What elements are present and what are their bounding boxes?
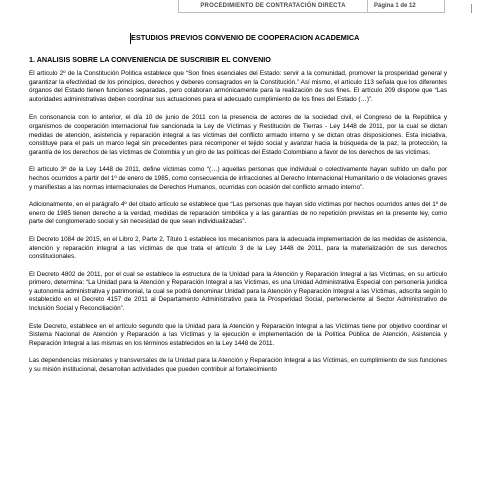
document-title: ESTUDIOS PREVIOS CONVENIO DE COOPERACION ACADEMICA bbox=[131, 33, 360, 42]
paragraph: El artículo 2º de la Constitución Política establece que “Son fines esenciales del Estado: servir a la comunidad, promover la prosperidad general y garantizar la efectividad de los principios, derechos y deberes consagrados en la Constitución.” Así mismo, el artículo 113 señala que los diferentes órganos del Estado tienen funciones separadas, pero colaboran armónicamente para la realización de sus fines. El artículo 209 dispone que “Las autoridades administrativas deben coordinar sus actuaciones para el adecuado cumplimiento de los fines del Estado (…)”. bbox=[29, 70, 447, 103]
section-heading: 1. ANALISIS SOBRE LA CONVENIENCIA DE SUSCRIBIR EL CONVENIO bbox=[29, 55, 271, 64]
document-body bbox=[29, 70, 447, 384]
document-header bbox=[178, 0, 445, 13]
paragraph: El Decreto 4802 de 2011, por el cual se establece la estructura de la Unidad para la Atención y Reparación Integral a las Víctimas, en su artículo primero, determina: “La Unidad para la Atención y Reparación Integral a las Víctimas, es una Unidad Administrativa Especial con personería jurídica y autonomía administrativa y patrimonial, la cual se podrá denominar Unidad para la Atención y Reparación Integral a las Víctimas, adscrita según lo establecido en el Decreto 4157 de 2011 al Departamento Administrativo para la Prosperidad Social, perteneciente al Sector Administrativo de Inclusión Social y Reconciliación”. bbox=[29, 270, 447, 313]
paragraph: En consonancia con lo anterior, el día 10 de junio de 2011 con la presencia de actores de la sociedad civil, el Congreso de la República y organismos de cooperación internacional fue sancionada la Ley de Víctimas y Restitución de Tierras - Ley 1448 de 2011, por la cual se dictan medidas de atención, asistencia y reparación integral a las víctimas del conflicto armado interno y se dictan otras disposiciones. Esta iniciativa, constituye para el país un marco legal sin precedentes para recomponer el tejido social y avanzar hacia la búsqueda de la paz, la protección, la garantía de los derechos de las víctimas de Colombia y un giro de las políticas del Estado Colombiano a favor de los derechos de las víctimas. bbox=[29, 114, 447, 156]
paragraph: Adicionalmente, en el parágrafo 4º del citado artículo se establece que “Las personas que hayan sido víctimas por hechos ocurridos antes del 1º de enero de 1985 tienen derecho a la verdad, medidas de reparación simbólica y a las garantías de no repetición previstas en la presente ley, como parte del conglomerado social y sin necesidad de que sean individualizadas”. bbox=[29, 201, 447, 226]
paragraph: El Decreto 1084 de 2015, en el Libro 2, Parte 2, Título 1 establece los mecanismos para la adecuada implementación de las medidas de asistencia, atención y reparación integral a las víctimas de que trata el artículo 3 de la Ley 1448 de 2011, para la materialización de sus derechos constitucionales. bbox=[29, 235, 447, 261]
page-number: Página 1 de 12 bbox=[374, 3, 416, 9]
paragraph: El artículo 3º de la Ley 1448 de 2011, define víctimas como “(…) aquellas personas que individual o colectivamente hayan sufrido un daño por hechos ocurridos a partir del 1º de enero de 1985, como consecuencia de infracciones al Derecho Internacional Humanitario o de violaciones graves y manifiestas a las normas internacionales de Derechos Humanos, ocurridas con ocasión del conflicto armado interno”. bbox=[29, 166, 447, 191]
paragraph: Este Decreto, establece en el artículo segundo que la Unidad para la Atención y Reparación Integral a las Víctimas tiene por objetivo coordinar el Sistema Nacional de Atención y Reparación a las Víctimas y la ejecución e implementación de la Política Pública de Atención, Asistencia y Reparación Integral a las mismas en los términos establecidos en la Ley 1448 de 2011. bbox=[29, 322, 447, 347]
paragraph: Las dependencias misionales y transversales de la Unidad para la Atención y Reparación Integral a las Víctimas, en cumplimiento de sus funciones y su misión institucional, desarrollan actividades que pueden contribuir al fortalecimiento bbox=[29, 357, 447, 374]
procedure-label: PROCEDIMIENTO DE CONTRATACIÓN DIRECTA bbox=[179, 0, 368, 12]
header-divider bbox=[471, 4, 472, 13]
